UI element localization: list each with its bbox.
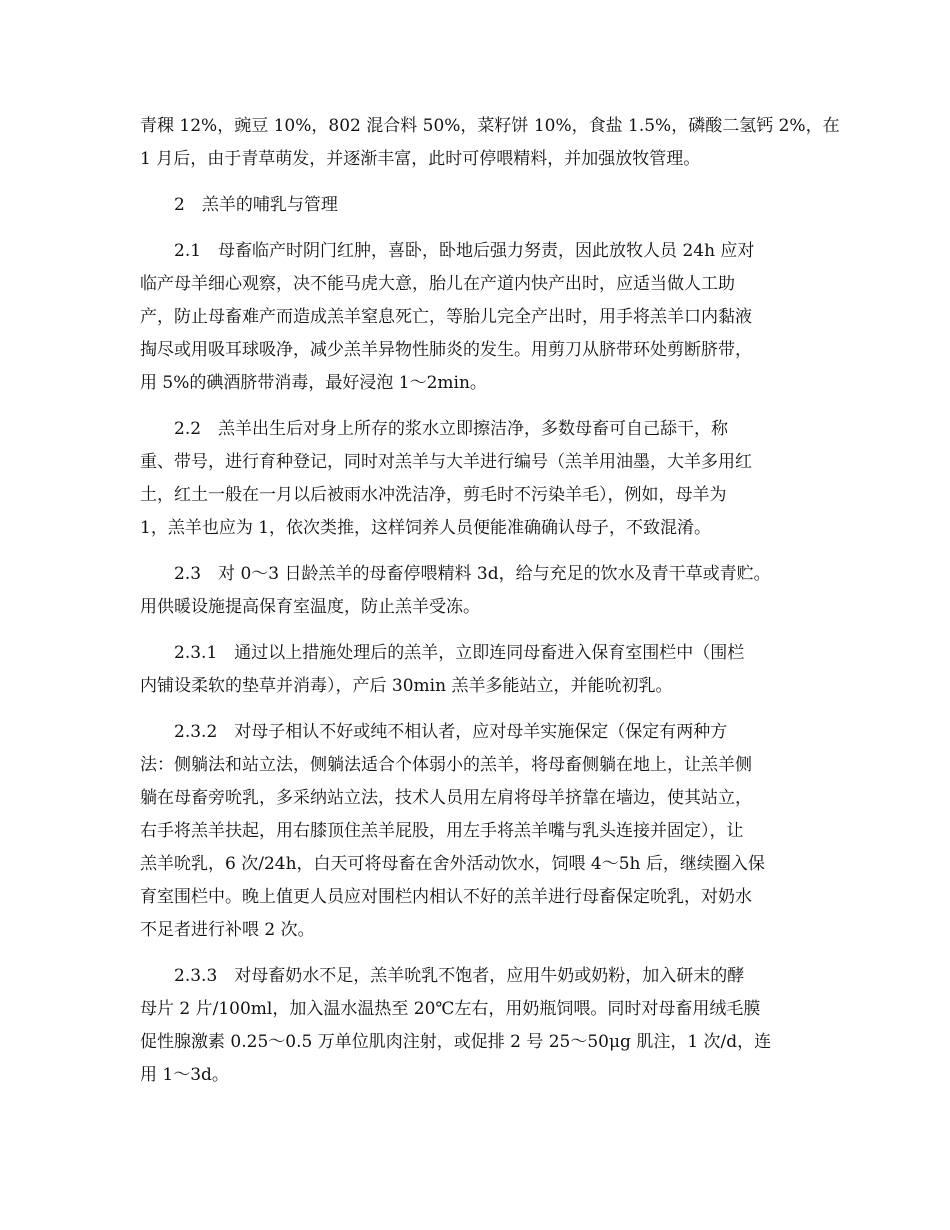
text-line: 2.1 母畜临产时阴门红肿，喜卧，卧地后强力努责，因此放牧人员 24h 应对 xyxy=(174,241,755,261)
text-line: 2.3 对 0～3 日龄羔羊的母畜停喂精料 3d，给与充足的饮水及青干草或青贮。 xyxy=(174,564,771,584)
paragraph-2-3-1 xyxy=(140,637,820,703)
text-line: 掏尽或用吸耳球吸净，减少羔羊异物性肺炎的发生。用剪刀从脐带环处剪断脐带， xyxy=(140,340,752,360)
paragraph-2-1 xyxy=(140,235,820,400)
paragraph-2-3-2 xyxy=(140,716,820,947)
text-line: 用 5%的碘酒脐带消毒，最好浸泡 1～2min。 xyxy=(140,373,487,393)
paragraph-2-3 xyxy=(140,558,820,624)
text-line: 2.3.1 通过以上措施处理后的羔羊，立即连同母畜进入保育室围栏中（围栏 xyxy=(174,643,745,663)
text-line: 2.3.3 对母畜奶水不足，羔羊吮乳不饱者，应用牛奶或奶粉，加入研末的酵 xyxy=(174,966,745,986)
text-line: 内铺设柔软的垫草并消毒），产后 30min 羔羊多能站立，并能吮初乳。 xyxy=(140,676,673,696)
paragraph-intro xyxy=(140,110,840,176)
paragraph-2-2 xyxy=(140,413,820,545)
text-line: 促性腺激素 0.25～0.5 万单位肌肉注射，或促排 2 号 25～50μg 肌注，1 次/d，连 xyxy=(140,1032,772,1052)
paragraph-2-3-3 xyxy=(140,960,820,1092)
text-line: 母片 2 片/100ml，加入温水温热至 20℃左右，用奶瓶饲喂。同时对母畜用绒毛膜 xyxy=(140,999,761,1019)
text-line: 羔羊吮乳，6 次/24h，白天可将母畜在舍外活动饮水，饲喂 4～5h 后，继续圈入保 xyxy=(140,854,765,874)
section-heading xyxy=(140,189,820,222)
text-line: 用 1～3d。 xyxy=(140,1065,229,1085)
text-line: 2.2 羔羊出生后对身上所存的浆水立即擦洁净，多数母畜可自己舔干，称 xyxy=(174,419,729,439)
text-line: 土，红土一般在一月以后被雨水冲洗洁净，剪毛时不污染羊毛），例如，母羊为 xyxy=(140,485,727,505)
text-line: 重、带号，进行育种登记，同时对羔羊与大羊进行编号（羔羊用油墨，大羊多用红 xyxy=(140,452,752,472)
text-line: 法：侧躺法和站立法，侧躺法适合个体弱小的羔羊，将母畜侧躺在地上，让羔羊侧 xyxy=(140,755,752,775)
text-line: 用供暖设施提高保育室温度，防止羔羊受冻。 xyxy=(140,597,480,617)
text-line: 不足者进行补喂 2 次。 xyxy=(140,920,315,940)
heading-line: 2 羔羊的哺乳与管理 xyxy=(174,195,338,215)
text-line: 右手将羔羊扶起，用右膝顶住羔羊屁股，用左手将羔羊嘴与乳头连接并固定），让 xyxy=(140,821,744,841)
document-page xyxy=(140,110,840,1105)
text-line: 躺在母畜旁吮乳，多采纳站立法，技术人员用左肩将母羊挤靠在墙边，使其站立， xyxy=(140,788,752,808)
text-line: 产，防止母畜难产而造成羔羊窒息死亡，等胎儿完全产出时，用手将羔羊口内黏液 xyxy=(140,307,752,327)
text-line: 育室围栏中。晚上值更人员应对围栏内相认不好的羔羊进行母畜保定吮乳，对奶水 xyxy=(140,887,752,907)
text-line: 1，羔羊也应为 1，依次类推，这样饲养人员便能准确确认母子，不致混淆。 xyxy=(140,518,712,538)
text-line: 2.3.2 对母子相认不好或纯不相认者，应对母羊实施保定（保定有两种方 xyxy=(174,722,728,742)
text-line: 1 月后，由于青草萌发，并逐渐丰富，此时可停喂精料，并加强放牧管理。 xyxy=(140,149,701,169)
text-line: 青稞 12%，豌豆 10%，802 混合料 50%，菜籽饼 10%，食盐 1.5%，磷酸二氢钙 2%，在 xyxy=(140,116,840,136)
text-line: 临产母羊细心观察，决不能马虎大意，胎儿在产道内快产出时，应适当做人工助 xyxy=(140,274,735,294)
